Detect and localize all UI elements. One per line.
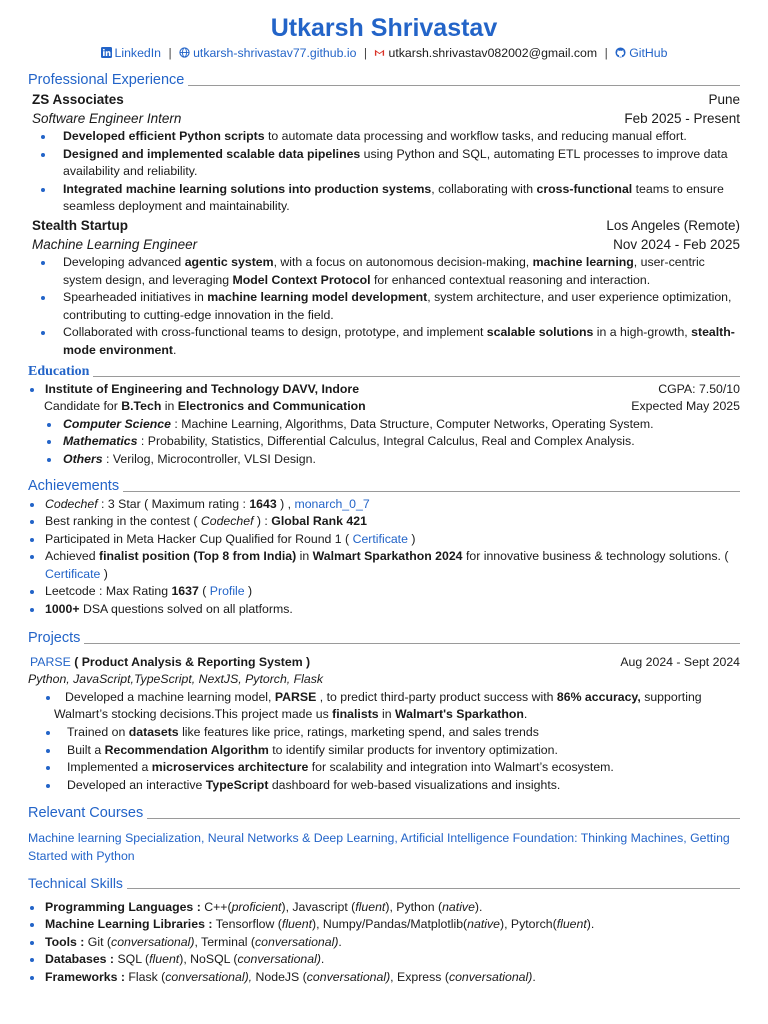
github-icon [615, 47, 626, 58]
list-item: Leetcode : Max Rating 1637 ( Profile ) [28, 583, 740, 601]
project-header [28, 654, 740, 672]
list-item: Best ranking in the contest ( Codechef ) : Global Rank 421 [28, 513, 740, 531]
section-rule [123, 491, 740, 492]
job-company: ZS Associates [32, 92, 124, 107]
skills-list [28, 899, 740, 987]
degree-text: Candidate for B.Tech in Electronics and Communication [44, 399, 366, 414]
list-item: Developed an interactive TypeScript dashboard for web-based visualizations and insights. [28, 777, 740, 795]
section-courses [28, 804, 740, 823]
list-item: Developed a machine learning model, PARSE , to predict third-party product success with 86% accuracy, supporting Walmart’s stocking decisions.This project made us finalists in Walmart's Sparkathon. [28, 689, 740, 724]
list-item: Developing advanced agentic system, with a focus on autonomous decision-making, machine learning, user-centric system design, and leveraging Model Context Protocol for enhanced contextual reasoning and interaction. [28, 254, 740, 289]
job-entry [28, 216, 740, 360]
degree-row [28, 398, 740, 416]
email-text[interactable]: utkarsh.shrivastav082002@gmail.com [388, 46, 598, 60]
section-rule [147, 818, 740, 819]
section-achievements [28, 477, 740, 496]
coursework-list [28, 416, 740, 469]
section-rule [188, 85, 740, 86]
section-education [28, 362, 740, 381]
list-item: Databases : SQL (fluent), NoSQL (conversational). [28, 951, 740, 969]
section-experience [28, 71, 740, 90]
project-bullets [28, 689, 740, 795]
list-item: Trained on datasets like features like price, ratings, marketing spend, and sales trends [28, 724, 740, 742]
section-title: Relevant Courses [28, 805, 144, 822]
list-item: Mathematics : Probability, Statistics, Differential Calculus, Integral Calculus, Real and Complex Analysis. [28, 433, 740, 451]
job-dates: Feb 2025 - Present [624, 111, 740, 126]
section-title: Education [28, 363, 90, 379]
separator: | [168, 46, 172, 60]
leetcode-profile-link[interactable]: Profile [209, 584, 245, 599]
separator: | [363, 46, 368, 60]
list-item: Spearheaded initiatives in machine learning model development, system architecture, and user experience optimization, contributing to cutting-edge innovation in the field. [28, 289, 740, 324]
job-entry [28, 90, 740, 216]
courses-text[interactable]: Machine learning Specialization, Neural Networks & Deep Learning, Artificial Intelligence Foundation: Thinking Machines, Getting Started with Python [28, 831, 730, 863]
job-dates: Nov 2024 - Feb 2025 [613, 236, 740, 252]
section-rule [93, 376, 740, 377]
section-skills [28, 874, 740, 893]
project-stack: Python, JavaScript,TypeScript, NextJS, Pytorch, Flask [28, 672, 323, 687]
list-item: Others : Verilog, Microcontroller, VLSI Design. [28, 451, 740, 469]
list-item: Tools : Git (conversational), Terminal (conversational). [28, 934, 740, 952]
job-role: Machine Learning Engineer [32, 236, 198, 252]
job-location: Los Angeles (Remote) [606, 217, 740, 233]
list-item: Participated in Meta Hacker Cup Qualified for Round 1 ( Certificate ) [28, 531, 740, 549]
gmail-icon [374, 47, 385, 58]
achievements-list [28, 496, 740, 619]
codechef-profile-link[interactable]: monarch_0_7 [294, 496, 370, 511]
list-item: Collaborated with cross-functional teams to design, prototype, and implement scalable solutions in a high-growth, stealth-mode environment. [28, 324, 740, 359]
candidate-name: Utkarsh Shrivastav [270, 14, 498, 42]
list-item: 1000+ DSA questions solved on all platforms. [28, 601, 740, 619]
list-item: Built a Recommendation Algorithm to identify similar products for inventory optimization. [28, 742, 740, 760]
section-rule [127, 888, 740, 889]
list-item: Integrated machine learning solutions into production systems, collaborating with cross-functional teams to ensure seamless deployment and maintainability. [28, 181, 740, 216]
certificate-link[interactable]: Certificate [45, 566, 101, 581]
list-item: Computer Science : Machine Learning, Algorithms, Data Structure, Computer Networks, Operating System. [28, 416, 740, 434]
list-item: Implemented a microservices architecture for scalability and integration into Walmart’s ecosystem. [28, 759, 740, 777]
separator: | [604, 46, 608, 60]
globe-icon [179, 47, 190, 58]
job-company: Stealth Startup [32, 217, 129, 233]
section-title: Achievements [28, 477, 120, 494]
parse-project-link[interactable]: PARSE [30, 654, 71, 669]
job-bullets [28, 128, 740, 216]
job-location: Pune [708, 92, 740, 107]
list-item: Frameworks : Flask (conversational), NodeJS (conversational), Express (conversational). [28, 969, 740, 987]
list-item: Codechef : 3 Star ( Maximum rating : 1643 ) , monarch_0_7 [28, 496, 740, 514]
institute-name: Institute of Engineering and Technology DAVV, Indore [45, 381, 360, 396]
list-item: Achieved finalist position (Top 8 from India) in Walmart Sparkathon 2024 for innovative business & technology solutions. ( Certificate ) [28, 548, 740, 583]
certificate-link[interactable]: Certificate [352, 531, 408, 546]
job-role: Software Engineer Intern [32, 111, 182, 126]
list-item: Designed and implemented scalable data pipelines using Python and SQL, automating ETL processes to improve data availability and reliability. [28, 146, 740, 181]
expected-date: Expected May 2025 [631, 399, 740, 414]
project-name: PARSE ( Product Analysis & Reporting System ) [30, 654, 311, 669]
section-rule [84, 643, 740, 644]
section-title: Technical Skills [28, 874, 123, 891]
project-dates: Aug 2024 - Sept 2024 [620, 654, 740, 669]
linkedin-icon [101, 47, 112, 58]
section-title: Projects [28, 629, 81, 646]
education-list [28, 381, 740, 399]
list-item [28, 381, 740, 399]
section-title: Professional Experience [28, 72, 185, 88]
list-item: Developed efficient Python scripts to automate data processing and workflow tasks, and reducing manual effort. [28, 128, 740, 146]
job-bullets [28, 254, 740, 360]
cgpa: CGPA: 7.50/10 [658, 381, 740, 396]
github-link[interactable]: GitHub [629, 46, 668, 60]
website-link[interactable]: utkarsh-shrivastav77.github.io [193, 46, 357, 60]
section-projects [28, 629, 740, 648]
contact-bar [28, 45, 740, 62]
linkedin-link[interactable]: LinkedIn [114, 46, 162, 60]
list-item: Programming Languages : C++(proficient), Javascript (fluent), Python (native). [28, 899, 740, 917]
list-item: Machine Learning Libraries : Tensorflow (fluent), Numpy/Pandas/Matplotlib(native), Pytorch(fluent). [28, 916, 740, 934]
